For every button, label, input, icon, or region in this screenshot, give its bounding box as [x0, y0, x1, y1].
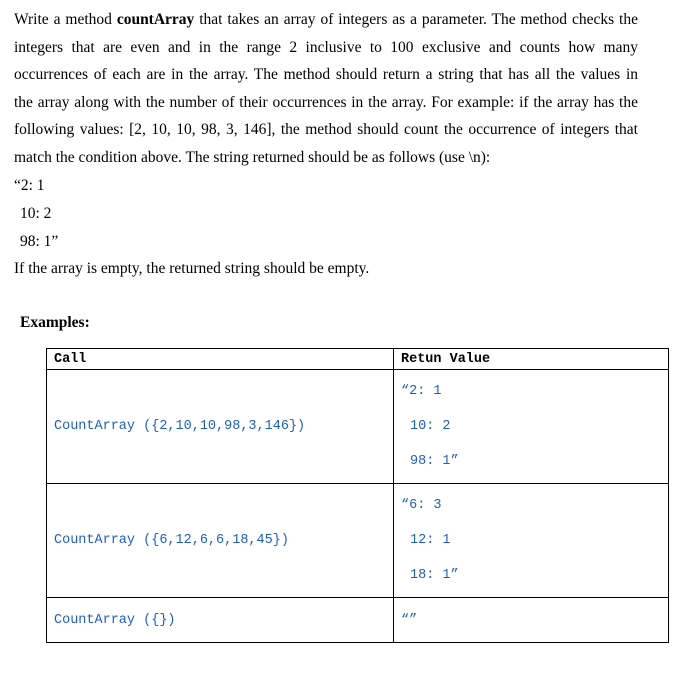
table-row	[47, 370, 669, 484]
call-cell: CountArray ({6,12,6,6,18,45})	[47, 484, 394, 598]
description-line-3: occurrences of each are in the array. The method should return a string that has all the values in	[14, 66, 638, 84]
return-cell	[394, 598, 669, 643]
problem-description	[14, 6, 638, 172]
return-line: 12: 1	[410, 533, 451, 548]
table-row	[47, 484, 669, 598]
description-line-6: match the condition above. The string returned should be as follows (use \n):	[14, 148, 491, 166]
table-header-row	[47, 349, 669, 370]
header-return-value: Retun Value	[394, 349, 669, 370]
call-cell: CountArray ({})	[47, 598, 394, 643]
return-cell	[394, 484, 669, 598]
examples-table	[46, 348, 669, 643]
return-line: 10: 2	[410, 419, 451, 434]
return-line: “6: 3	[401, 498, 442, 513]
description-line-4: the array along with the number of their occurrences in the array. For example: if the array has the	[14, 93, 638, 111]
call-cell: CountArray ({2,10,10,98,3,146})	[47, 370, 394, 484]
example-output-line-3: 98: 1”	[20, 233, 59, 250]
empty-array-note: If the array is empty, the returned string should be empty.	[14, 260, 370, 277]
return-line: “”	[401, 612, 418, 628]
return-line: “2: 1	[401, 384, 442, 399]
example-output-line-2: 10: 2	[20, 205, 52, 222]
return-line: 18: 1”	[410, 568, 459, 583]
table-row	[47, 598, 669, 643]
header-call: Call	[47, 349, 394, 370]
return-line: 98: 1”	[410, 454, 459, 469]
example-output-line-1: “2: 1	[14, 177, 45, 194]
description-line-1: Write a method countArray that takes an array of integers as a parameter. The method checks the	[14, 11, 638, 28]
method-name: countArray	[116, 11, 195, 28]
description-line-2: integers that are even and in the range 2 inclusive to 100 exclusive and counts how many	[14, 38, 638, 56]
examples-heading: Examples:	[20, 314, 90, 331]
return-cell	[394, 370, 669, 484]
description-line-5: following values: [2, 10, 10, 98, 3, 146], the method should count the occurrence of integers that	[14, 121, 638, 139]
